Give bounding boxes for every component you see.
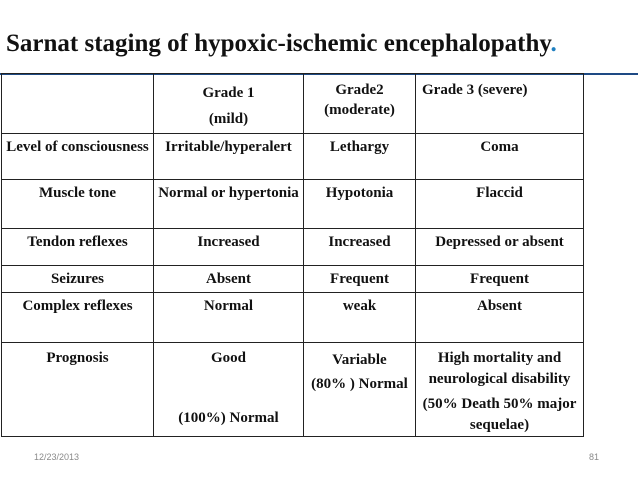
grade2-cell: Frequent (304, 266, 416, 293)
grade2-cell: Hypotonia (304, 180, 416, 229)
grade2-title: Grade2 (335, 82, 384, 98)
grade1-cell: Increased (154, 229, 304, 266)
grade3-cell: Frequent (416, 266, 584, 293)
grade1-title: Grade 1 (202, 85, 255, 101)
table-row (2, 180, 584, 229)
spacer (158, 388, 299, 408)
table-row (2, 293, 584, 343)
header-empty-cell (2, 74, 154, 134)
prognosis-grade1-primary: Good (210, 350, 246, 366)
grade1-cell: Irritable/hyperalert (154, 134, 304, 180)
grade3-cell: Depressed or absent (416, 229, 584, 266)
sarnat-table (1, 73, 584, 437)
slide-date: 12/23/2013 (34, 452, 80, 462)
row-label: Seizures (2, 266, 154, 293)
grade3-cell: Coma (416, 134, 584, 180)
prognosis-grade3-primary: High mortality and neurological disability (428, 350, 571, 387)
slide-title-text: Sarnat staging of hypoxic-ischemic encephalopathy (6, 30, 551, 57)
grade2-cell: Lethargy (304, 134, 416, 180)
prognosis-grade2-detail: (80% ) Normal (311, 376, 408, 392)
grade2-cell: weak (304, 293, 416, 343)
grade3-cell: Flaccid (416, 180, 584, 229)
header-grade2 (304, 74, 416, 134)
row-label: Complex reflexes (2, 293, 154, 343)
grade2-subtitle: (moderate) (324, 102, 395, 118)
header-grade1 (154, 74, 304, 134)
row-label: Tendon reflexes (2, 229, 154, 266)
grade1-cell: Normal (154, 293, 304, 343)
title-dot: . (550, 30, 557, 57)
prognosis-grade1-cell (154, 343, 304, 437)
prognosis-grade2-primary: Variable (332, 352, 387, 368)
prognosis-grade1-detail: (100%) Normal (178, 410, 279, 426)
row-label: Muscle tone (2, 180, 154, 229)
header-grade3: Grade 3 (severe) (416, 74, 584, 134)
table-row (2, 229, 584, 266)
grade2-cell: Increased (304, 229, 416, 266)
grade1-subtitle: (mild) (208, 111, 249, 127)
prognosis-label: Prognosis (2, 343, 154, 437)
table-row (2, 266, 584, 293)
prognosis-grade2-cell (304, 343, 416, 437)
prognosis-row (2, 343, 584, 437)
slide-title (6, 30, 557, 58)
slide-page-number: 81 (589, 452, 600, 462)
prognosis-grade3-cell (416, 343, 584, 437)
grade3-cell: Absent (416, 293, 584, 343)
grade1-cell: Normal or hypertonia (154, 180, 304, 229)
prognosis-grade3-detail: (50% Death 50% major sequelae) (422, 396, 577, 433)
header-row (2, 74, 584, 134)
table-row (2, 134, 584, 180)
spacer (158, 368, 299, 388)
row-label: Level of consciousness (2, 134, 154, 180)
grade1-cell: Absent (154, 266, 304, 293)
